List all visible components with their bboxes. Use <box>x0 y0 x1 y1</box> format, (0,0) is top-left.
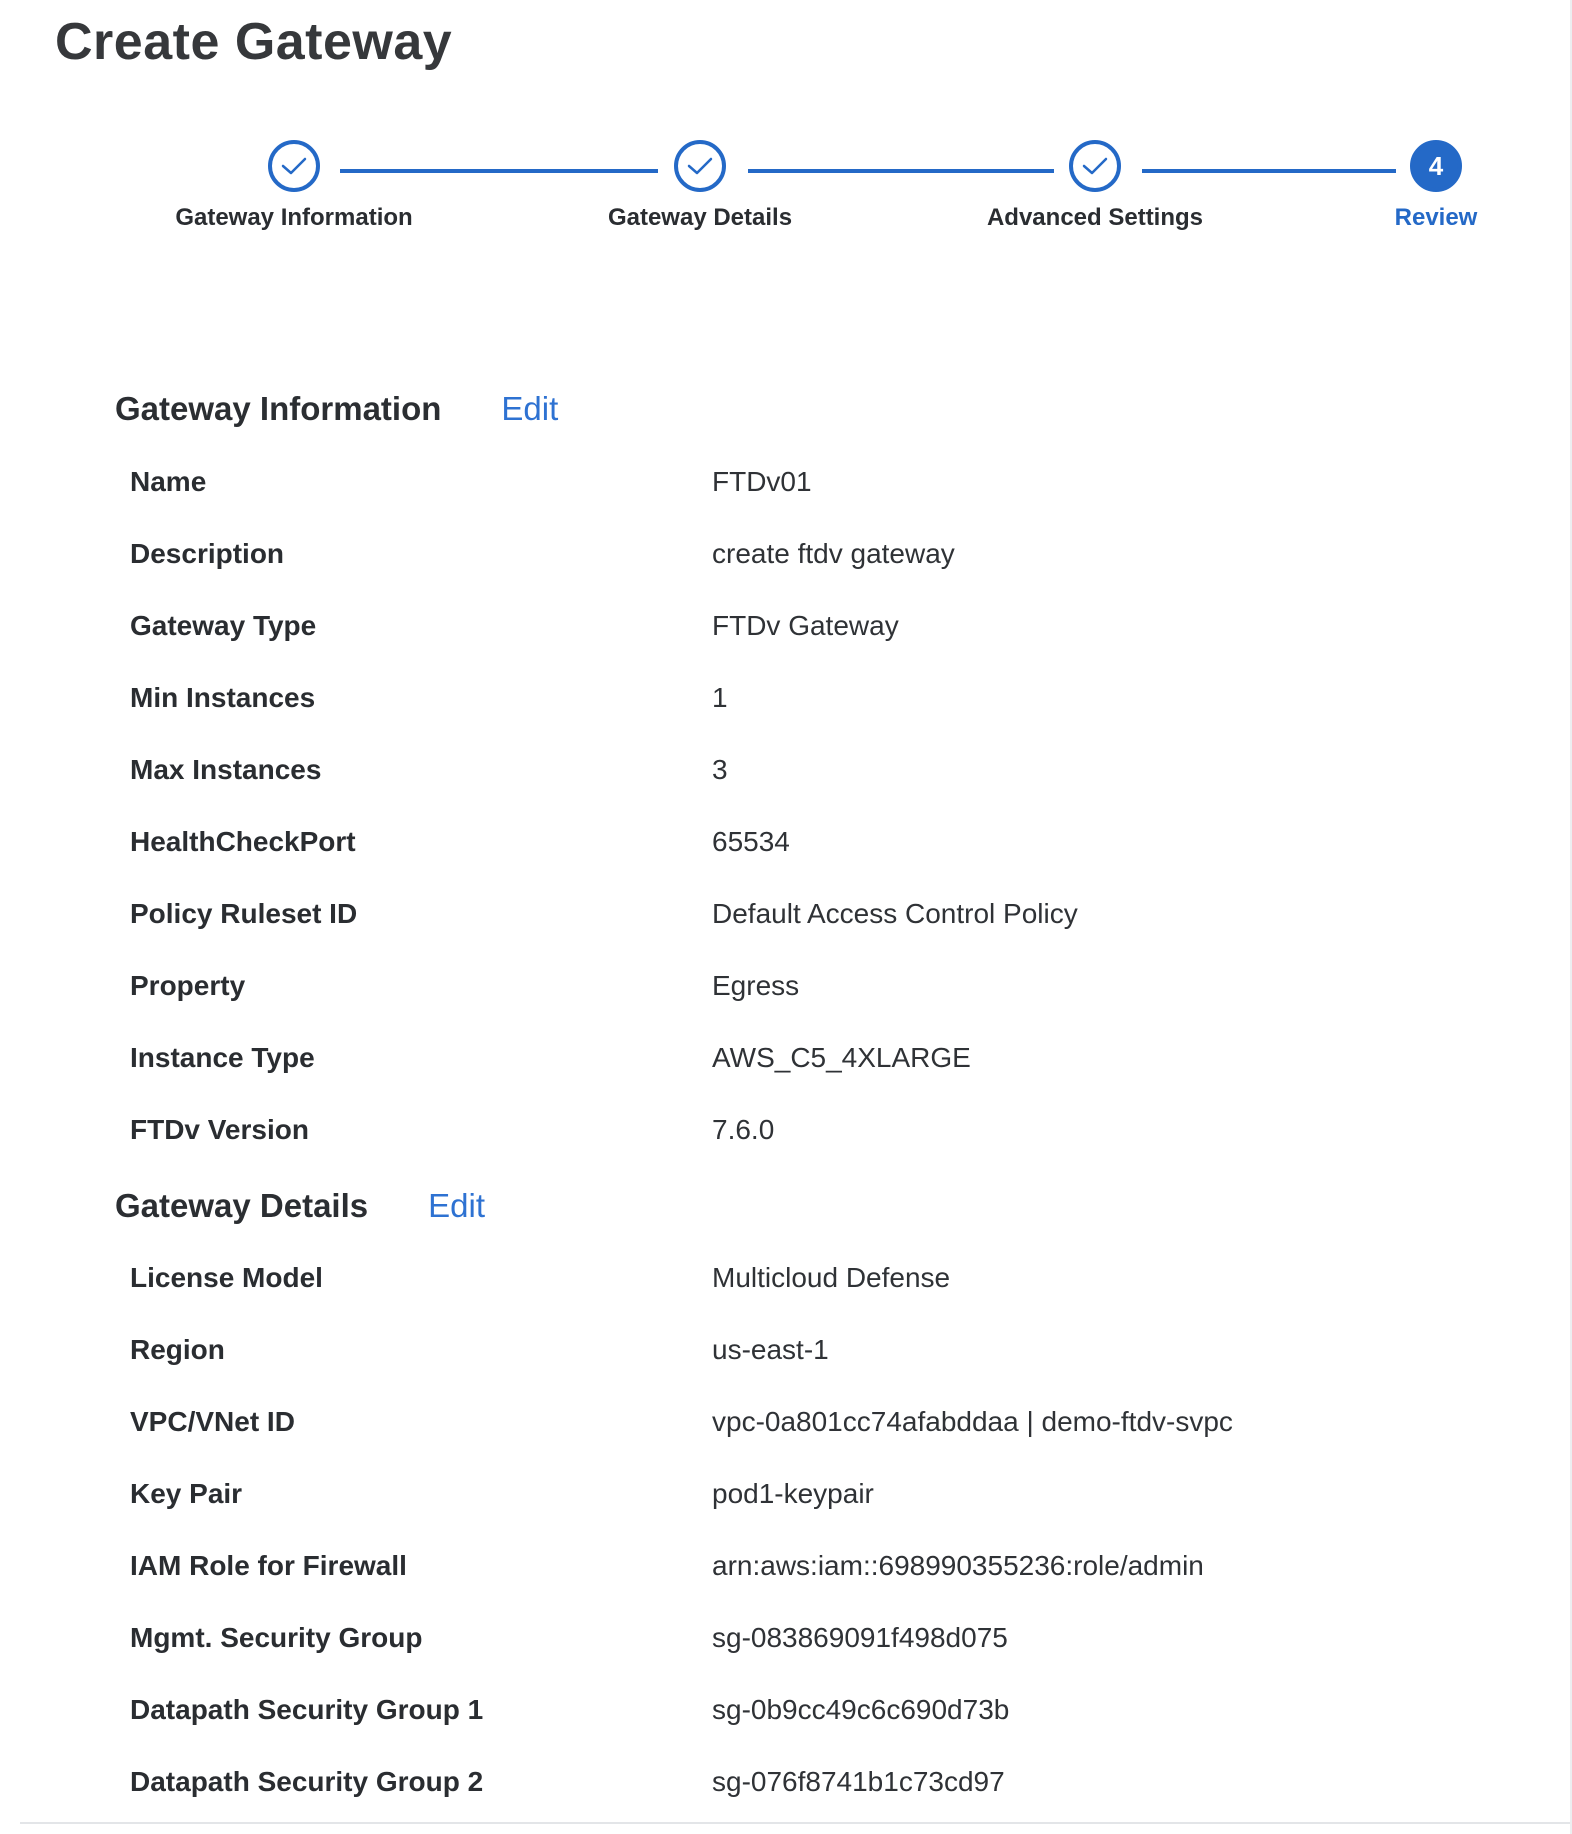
step-label: Gateway Details <box>607 204 793 231</box>
detail-label: Mgmt. Security Group <box>130 1622 423 1653</box>
detail-value: create ftdv gateway <box>712 538 955 569</box>
detail-row <box>130 950 1530 1022</box>
detail-label: Name <box>130 466 207 497</box>
detail-value: Egress <box>712 970 800 1001</box>
detail-value: pod1-keypair <box>712 1478 874 1509</box>
detail-value: sg-076f8741b1c73cd97 <box>712 1766 1005 1797</box>
check-icon <box>281 156 307 176</box>
detail-row <box>130 1746 1530 1818</box>
detail-value: 3 <box>712 754 728 785</box>
detail-label: FTDv Version <box>130 1114 309 1145</box>
section-header-gateway-information <box>115 390 558 428</box>
detail-value: Default Access Control Policy <box>712 898 1078 929</box>
detail-value: us-east-1 <box>712 1334 829 1365</box>
detail-value: 65534 <box>712 826 790 857</box>
check-icon <box>1082 156 1108 176</box>
step-advanced-settings[interactable] <box>935 140 1255 232</box>
detail-label: HealthCheckPort <box>130 826 356 857</box>
detail-label: Instance Type <box>130 1042 315 1073</box>
detail-row <box>130 1314 1530 1386</box>
detail-row <box>130 1458 1530 1530</box>
detail-row <box>130 1094 1530 1166</box>
detail-value: 7.6.0 <box>712 1114 775 1145</box>
step-circle <box>1069 140 1121 192</box>
detail-row <box>130 446 1530 518</box>
gateway-information-list <box>130 446 1530 1166</box>
detail-label: Region <box>130 1334 225 1365</box>
wizard-stepper <box>0 140 1572 250</box>
detail-row <box>130 590 1530 662</box>
detail-label: Max Instances <box>130 754 322 785</box>
step-gateway-information[interactable] <box>134 140 454 232</box>
step-circle <box>674 140 726 192</box>
detail-row <box>130 1674 1530 1746</box>
detail-row <box>130 518 1530 590</box>
detail-row <box>130 1022 1530 1094</box>
detail-label: Min Instances <box>130 682 316 713</box>
step-label: Advanced Settings <box>986 204 1204 231</box>
detail-label: Property <box>130 970 246 1001</box>
detail-value: 1 <box>712 682 728 713</box>
detail-row <box>130 1602 1530 1674</box>
detail-row <box>130 1530 1530 1602</box>
detail-label: Datapath Security Group 1 <box>130 1694 484 1725</box>
detail-value: Multicloud Defense <box>712 1262 951 1293</box>
section-title: Gateway Details <box>115 1187 369 1224</box>
detail-value: FTDv Gateway <box>712 610 899 641</box>
detail-label: IAM Role for Firewall <box>130 1550 407 1581</box>
section-header-gateway-details <box>115 1187 485 1225</box>
check-icon <box>687 156 713 176</box>
detail-label: Gateway Type <box>130 610 317 641</box>
detail-value: FTDv01 <box>712 466 812 497</box>
step-circle <box>268 140 320 192</box>
detail-label: VPC/VNet ID <box>130 1406 295 1437</box>
section-title: Gateway Information <box>115 390 442 427</box>
detail-label: License Model <box>130 1262 323 1293</box>
divider <box>20 1822 1572 1824</box>
edit-gateway-information-link[interactable]: Edit <box>501 390 559 427</box>
detail-row <box>130 662 1530 734</box>
detail-row <box>130 1242 1530 1314</box>
step-number: 4 <box>1410 140 1462 192</box>
detail-value: vpc-0a801cc74afabddaa | demo-ftdv-svpc <box>712 1406 1233 1437</box>
edit-gateway-details-link[interactable]: Edit <box>428 1187 485 1224</box>
detail-row <box>130 878 1530 950</box>
detail-value: arn:aws:iam::698990355236:role/admin <box>712 1550 1204 1581</box>
detail-label: Policy Ruleset ID <box>130 898 358 929</box>
detail-label: Key Pair <box>130 1478 243 1509</box>
detail-value: AWS_C5_4XLARGE <box>712 1042 971 1073</box>
step-review[interactable] <box>1276 140 1572 232</box>
step-gateway-details[interactable] <box>540 140 860 232</box>
page-title: Create Gateway <box>55 13 453 71</box>
detail-label: Description <box>130 538 285 569</box>
detail-value: sg-083869091f498d075 <box>712 1622 1008 1653</box>
detail-row <box>130 734 1530 806</box>
detail-label: Datapath Security Group 2 <box>130 1766 484 1797</box>
detail-value: sg-0b9cc49c6c690d73b <box>712 1694 1010 1725</box>
detail-row <box>130 1386 1530 1458</box>
gateway-details-list <box>130 1242 1530 1818</box>
step-label: Review <box>1394 204 1478 231</box>
detail-row <box>130 806 1530 878</box>
step-label: Gateway Information <box>175 204 413 231</box>
